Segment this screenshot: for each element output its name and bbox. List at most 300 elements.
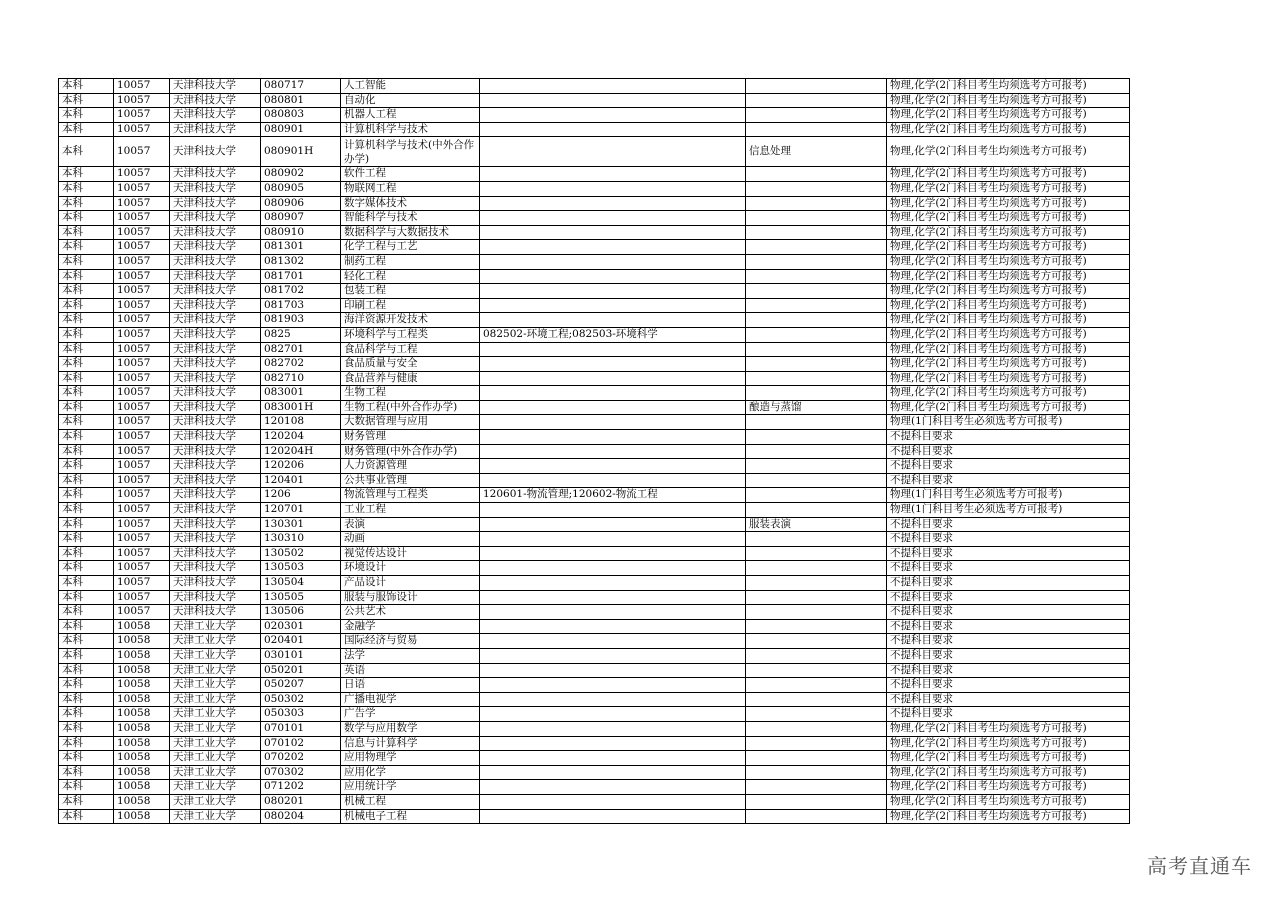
cell-major-code: 030101	[261, 648, 341, 663]
cell-subject-requirement: 物理,化学(2门科目考生均须选考方可报考)	[887, 79, 1130, 94]
cell-subject-requirement: 不提科目要求	[887, 444, 1130, 459]
cell-school-code: 10057	[114, 576, 170, 591]
cell-school-name: 天津科技大学	[170, 400, 261, 415]
cell-level: 本科	[59, 546, 114, 561]
cell-major-name: 英语	[341, 663, 480, 678]
cell-note	[746, 590, 887, 605]
cell-major-name: 人工智能	[341, 79, 480, 94]
table-row	[59, 357, 1130, 372]
cell-subject-requirement: 物理,化学(2门科目考生均须选考方可报考)	[887, 108, 1130, 123]
table-row	[59, 211, 1130, 226]
cell-subject-requirement: 物理,化学(2门科目考生均须选考方可报考)	[887, 167, 1130, 182]
table-row	[59, 707, 1130, 722]
cell-school-code: 10058	[114, 780, 170, 795]
cell-major-name: 大数据管理与应用	[341, 415, 480, 430]
table-row	[59, 93, 1130, 108]
cell-subject-requirement: 物理,化学(2门科目考生均须选考方可报考)	[887, 371, 1130, 386]
cell-major-code: 070101	[261, 721, 341, 736]
cell-included-majors	[480, 254, 746, 269]
cell-note	[746, 546, 887, 561]
cell-included-majors: 120601-物流管理;120602-物流工程	[480, 488, 746, 503]
cell-note	[746, 794, 887, 809]
cell-level: 本科	[59, 327, 114, 342]
cell-note	[746, 444, 887, 459]
cell-school-name: 天津科技大学	[170, 254, 261, 269]
table-row	[59, 327, 1130, 342]
cell-subject-requirement: 物理(1门科目考生必须选考方可报考)	[887, 415, 1130, 430]
cell-level: 本科	[59, 357, 114, 372]
cell-major-code: 081302	[261, 254, 341, 269]
table-row	[59, 503, 1130, 518]
cell-major-name: 公共事业管理	[341, 473, 480, 488]
cell-level: 本科	[59, 561, 114, 576]
cell-major-code: 080910	[261, 225, 341, 240]
cell-included-majors	[480, 736, 746, 751]
cell-school-code: 10057	[114, 93, 170, 108]
table-row	[59, 751, 1130, 766]
table-row	[59, 342, 1130, 357]
cell-major-name: 化学工程与工艺	[341, 240, 480, 255]
cell-note	[746, 167, 887, 182]
cell-level: 本科	[59, 415, 114, 430]
cell-subject-requirement: 不提科目要求	[887, 648, 1130, 663]
cell-included-majors	[480, 108, 746, 123]
cell-school-code: 10058	[114, 809, 170, 824]
cell-subject-requirement: 不提科目要求	[887, 546, 1130, 561]
cell-major-code: 071202	[261, 780, 341, 795]
cell-major-name: 智能科学与技术	[341, 211, 480, 226]
cell-included-majors	[480, 780, 746, 795]
cell-major-name: 工业工程	[341, 503, 480, 518]
cell-school-code: 10057	[114, 517, 170, 532]
cell-note	[746, 473, 887, 488]
cell-included-majors	[480, 225, 746, 240]
cell-note	[746, 663, 887, 678]
cell-school-name: 天津工业大学	[170, 707, 261, 722]
cell-major-code: 1206	[261, 488, 341, 503]
cell-school-code: 10057	[114, 327, 170, 342]
cell-school-name: 天津科技大学	[170, 79, 261, 94]
cell-subject-requirement: 不提科目要求	[887, 634, 1130, 649]
table-row	[59, 430, 1130, 445]
cell-subject-requirement: 物理,化学(2门科目考生均须选考方可报考)	[887, 240, 1130, 255]
cell-subject-requirement: 不提科目要求	[887, 517, 1130, 532]
admission-requirements-table	[58, 78, 1130, 824]
cell-level: 本科	[59, 444, 114, 459]
cell-school-name: 天津科技大学	[170, 327, 261, 342]
cell-major-code: 050303	[261, 707, 341, 722]
cell-major-code: 080204	[261, 809, 341, 824]
cell-included-majors	[480, 181, 746, 196]
cell-school-code: 10057	[114, 546, 170, 561]
cell-level: 本科	[59, 736, 114, 751]
cell-level: 本科	[59, 225, 114, 240]
cell-subject-requirement: 不提科目要求	[887, 663, 1130, 678]
cell-level: 本科	[59, 137, 114, 167]
cell-major-name: 软件工程	[341, 167, 480, 182]
cell-level: 本科	[59, 721, 114, 736]
cell-level: 本科	[59, 619, 114, 634]
cell-note	[746, 809, 887, 824]
cell-school-name: 天津科技大学	[170, 473, 261, 488]
cell-note	[746, 211, 887, 226]
cell-level: 本科	[59, 93, 114, 108]
cell-school-code: 10057	[114, 444, 170, 459]
cell-major-code: 120204H	[261, 444, 341, 459]
cell-major-code: 080717	[261, 79, 341, 94]
cell-included-majors	[480, 93, 746, 108]
cell-included-majors	[480, 167, 746, 182]
cell-note	[746, 254, 887, 269]
cell-note	[746, 386, 887, 401]
cell-included-majors	[480, 634, 746, 649]
cell-school-code: 10057	[114, 196, 170, 211]
cell-major-code: 080901	[261, 122, 341, 137]
cell-level: 本科	[59, 122, 114, 137]
cell-subject-requirement: 物理,化学(2门科目考生均须选考方可报考)	[887, 751, 1130, 766]
table-row	[59, 794, 1130, 809]
watermark-text: 高考直通车	[1147, 854, 1252, 878]
cell-note	[746, 634, 887, 649]
cell-school-name: 天津科技大学	[170, 342, 261, 357]
cell-included-majors	[480, 298, 746, 313]
cell-included-majors	[480, 751, 746, 766]
cell-school-code: 10058	[114, 692, 170, 707]
cell-included-majors	[480, 342, 746, 357]
cell-level: 本科	[59, 751, 114, 766]
cell-note	[746, 707, 887, 722]
cell-school-name: 天津工业大学	[170, 736, 261, 751]
cell-school-code: 10057	[114, 181, 170, 196]
cell-school-code: 10058	[114, 663, 170, 678]
cell-school-code: 10058	[114, 634, 170, 649]
cell-school-name: 天津科技大学	[170, 517, 261, 532]
cell-school-code: 10057	[114, 605, 170, 620]
cell-included-majors	[480, 532, 746, 547]
cell-level: 本科	[59, 459, 114, 474]
cell-major-name: 物联网工程	[341, 181, 480, 196]
table-row	[59, 415, 1130, 430]
cell-major-name: 日语	[341, 678, 480, 693]
cell-school-code: 10057	[114, 108, 170, 123]
cell-level: 本科	[59, 488, 114, 503]
table-row	[59, 444, 1130, 459]
cell-level: 本科	[59, 254, 114, 269]
cell-major-name: 视觉传达设计	[341, 546, 480, 561]
cell-level: 本科	[59, 605, 114, 620]
cell-subject-requirement: 物理,化学(2门科目考生均须选考方可报考)	[887, 181, 1130, 196]
cell-included-majors	[480, 648, 746, 663]
cell-level: 本科	[59, 707, 114, 722]
cell-school-name: 天津科技大学	[170, 430, 261, 445]
cell-note	[746, 93, 887, 108]
cell-school-code: 10057	[114, 386, 170, 401]
cell-level: 本科	[59, 400, 114, 415]
cell-school-name: 天津工业大学	[170, 663, 261, 678]
cell-school-name: 天津工业大学	[170, 765, 261, 780]
cell-school-name: 天津科技大学	[170, 181, 261, 196]
cell-included-majors	[480, 663, 746, 678]
cell-major-name: 公共艺术	[341, 605, 480, 620]
cell-major-name: 表演	[341, 517, 480, 532]
cell-school-name: 天津工业大学	[170, 692, 261, 707]
cell-included-majors	[480, 357, 746, 372]
cell-subject-requirement: 不提科目要求	[887, 532, 1130, 547]
cell-school-name: 天津科技大学	[170, 313, 261, 328]
table-row	[59, 269, 1130, 284]
cell-school-code: 10057	[114, 269, 170, 284]
table-row	[59, 517, 1130, 532]
cell-included-majors	[480, 517, 746, 532]
cell-note	[746, 648, 887, 663]
cell-school-code: 10057	[114, 357, 170, 372]
cell-school-name: 天津科技大学	[170, 284, 261, 299]
table-row	[59, 108, 1130, 123]
cell-school-code: 10057	[114, 532, 170, 547]
cell-subject-requirement: 不提科目要求	[887, 561, 1130, 576]
cell-school-name: 天津科技大学	[170, 371, 261, 386]
cell-included-majors	[480, 794, 746, 809]
cell-level: 本科	[59, 298, 114, 313]
cell-note	[746, 240, 887, 255]
cell-note	[746, 415, 887, 430]
cell-major-code: 130301	[261, 517, 341, 532]
cell-school-code: 10058	[114, 794, 170, 809]
cell-school-code: 10057	[114, 503, 170, 518]
cell-included-majors	[480, 371, 746, 386]
cell-major-name: 机械工程	[341, 794, 480, 809]
cell-major-code: 083001H	[261, 400, 341, 415]
cell-note	[746, 122, 887, 137]
cell-note	[746, 561, 887, 576]
cell-subject-requirement: 物理,化学(2门科目考生均须选考方可报考)	[887, 780, 1130, 795]
table-row	[59, 576, 1130, 591]
cell-note	[746, 298, 887, 313]
cell-included-majors	[480, 605, 746, 620]
cell-note	[746, 196, 887, 211]
cell-major-name: 数学与应用数学	[341, 721, 480, 736]
cell-school-code: 10057	[114, 122, 170, 137]
cell-school-name: 天津科技大学	[170, 605, 261, 620]
cell-school-code: 10058	[114, 721, 170, 736]
table-row	[59, 254, 1130, 269]
cell-school-name: 天津科技大学	[170, 503, 261, 518]
cell-major-code: 081703	[261, 298, 341, 313]
cell-included-majors	[480, 590, 746, 605]
cell-school-name: 天津科技大学	[170, 415, 261, 430]
cell-major-code: 081701	[261, 269, 341, 284]
cell-major-code: 130504	[261, 576, 341, 591]
table-row	[59, 634, 1130, 649]
cell-school-name: 天津科技大学	[170, 459, 261, 474]
cell-subject-requirement: 物理,化学(2门科目考生均须选考方可报考)	[887, 269, 1130, 284]
cell-school-name: 天津工业大学	[170, 634, 261, 649]
cell-major-code: 0825	[261, 327, 341, 342]
cell-school-name: 天津工业大学	[170, 780, 261, 795]
table-row	[59, 371, 1130, 386]
cell-school-name: 天津科技大学	[170, 211, 261, 226]
cell-school-code: 10057	[114, 473, 170, 488]
cell-school-code: 10057	[114, 371, 170, 386]
cell-note	[746, 269, 887, 284]
cell-included-majors	[480, 473, 746, 488]
table-row	[59, 648, 1130, 663]
cell-school-name: 天津科技大学	[170, 386, 261, 401]
cell-major-name: 海洋资源开发技术	[341, 313, 480, 328]
table-row	[59, 298, 1130, 313]
cell-level: 本科	[59, 108, 114, 123]
cell-included-majors	[480, 444, 746, 459]
cell-school-name: 天津科技大学	[170, 488, 261, 503]
cell-note	[746, 692, 887, 707]
cell-included-majors	[480, 415, 746, 430]
cell-school-code: 10057	[114, 225, 170, 240]
cell-level: 本科	[59, 532, 114, 547]
cell-level: 本科	[59, 780, 114, 795]
cell-note	[746, 576, 887, 591]
cell-school-name: 天津工业大学	[170, 678, 261, 693]
cell-level: 本科	[59, 240, 114, 255]
cell-school-code: 10057	[114, 79, 170, 94]
cell-school-name: 天津科技大学	[170, 546, 261, 561]
cell-major-name: 应用物理学	[341, 751, 480, 766]
cell-included-majors	[480, 765, 746, 780]
cell-school-code: 10058	[114, 678, 170, 693]
cell-included-majors	[480, 692, 746, 707]
table-row	[59, 532, 1130, 547]
cell-note	[746, 459, 887, 474]
cell-school-name: 天津科技大学	[170, 576, 261, 591]
cell-level: 本科	[59, 430, 114, 445]
cell-major-code: 120401	[261, 473, 341, 488]
cell-major-name: 制药工程	[341, 254, 480, 269]
cell-included-majors	[480, 561, 746, 576]
cell-major-name: 物流管理与工程类	[341, 488, 480, 503]
cell-note	[746, 327, 887, 342]
cell-major-name: 人力资源管理	[341, 459, 480, 474]
table-row	[59, 692, 1130, 707]
cell-major-code: 082702	[261, 357, 341, 372]
cell-school-code: 10057	[114, 400, 170, 415]
cell-note	[746, 488, 887, 503]
cell-note	[746, 736, 887, 751]
cell-major-name: 财务管理(中外合作办学)	[341, 444, 480, 459]
cell-subject-requirement: 不提科目要求	[887, 707, 1130, 722]
cell-major-name: 产品设计	[341, 576, 480, 591]
table-row	[59, 488, 1130, 503]
cell-level: 本科	[59, 576, 114, 591]
cell-level: 本科	[59, 211, 114, 226]
cell-major-code: 081903	[261, 313, 341, 328]
cell-included-majors	[480, 707, 746, 722]
cell-subject-requirement: 不提科目要求	[887, 619, 1130, 634]
cell-school-name: 天津工业大学	[170, 794, 261, 809]
cell-level: 本科	[59, 181, 114, 196]
cell-school-name: 天津科技大学	[170, 561, 261, 576]
cell-major-name: 机器人工程	[341, 108, 480, 123]
cell-note	[746, 108, 887, 123]
cell-level: 本科	[59, 342, 114, 357]
table-row	[59, 590, 1130, 605]
cell-major-name: 食品质量与安全	[341, 357, 480, 372]
cell-subject-requirement: 物理,化学(2门科目考生均须选考方可报考)	[887, 357, 1130, 372]
cell-major-name: 轻化工程	[341, 269, 480, 284]
cell-school-code: 10058	[114, 751, 170, 766]
table-row	[59, 765, 1130, 780]
cell-included-majors	[480, 137, 746, 167]
cell-level: 本科	[59, 473, 114, 488]
cell-note	[746, 780, 887, 795]
cell-school-name: 天津科技大学	[170, 269, 261, 284]
cell-school-code: 10058	[114, 707, 170, 722]
cell-subject-requirement: 物理,化学(2门科目考生均须选考方可报考)	[887, 211, 1130, 226]
cell-school-name: 天津科技大学	[170, 444, 261, 459]
cell-major-code: 120701	[261, 503, 341, 518]
cell-note	[746, 605, 887, 620]
cell-major-code: 081301	[261, 240, 341, 255]
table-row	[59, 736, 1130, 751]
cell-subject-requirement: 物理,化学(2门科目考生均须选考方可报考)	[887, 386, 1130, 401]
cell-note	[746, 721, 887, 736]
cell-included-majors	[480, 284, 746, 299]
cell-major-name: 环境科学与工程类	[341, 327, 480, 342]
cell-major-name: 包装工程	[341, 284, 480, 299]
cell-major-name: 生物工程	[341, 386, 480, 401]
cell-note	[746, 225, 887, 240]
cell-included-majors	[480, 386, 746, 401]
cell-major-name: 信息与计算科学	[341, 736, 480, 751]
cell-included-majors	[480, 576, 746, 591]
table-row	[59, 561, 1130, 576]
table-row	[59, 225, 1130, 240]
table-row	[59, 809, 1130, 824]
cell-included-majors	[480, 240, 746, 255]
cell-school-code: 10058	[114, 765, 170, 780]
cell-note	[746, 678, 887, 693]
cell-included-majors	[480, 122, 746, 137]
cell-major-code: 130506	[261, 605, 341, 620]
cell-school-code: 10057	[114, 430, 170, 445]
cell-level: 本科	[59, 386, 114, 401]
cell-subject-requirement: 物理,化学(2门科目考生均须选考方可报考)	[887, 327, 1130, 342]
cell-note	[746, 619, 887, 634]
cell-major-code: 080906	[261, 196, 341, 211]
cell-major-name: 应用化学	[341, 765, 480, 780]
table-row	[59, 313, 1130, 328]
cell-note	[746, 342, 887, 357]
cell-school-name: 天津科技大学	[170, 298, 261, 313]
table-row	[59, 546, 1130, 561]
cell-subject-requirement: 物理,化学(2门科目考生均须选考方可报考)	[887, 313, 1130, 328]
table-row	[59, 284, 1130, 299]
cell-major-code: 130310	[261, 532, 341, 547]
cell-school-code: 10057	[114, 298, 170, 313]
cell-school-code: 10057	[114, 313, 170, 328]
cell-major-name: 服装与服饰设计	[341, 590, 480, 605]
cell-level: 本科	[59, 678, 114, 693]
cell-school-name: 天津科技大学	[170, 196, 261, 211]
table-row	[59, 473, 1130, 488]
cell-note: 信息处理	[746, 137, 887, 167]
cell-included-majors	[480, 196, 746, 211]
cell-subject-requirement: 不提科目要求	[887, 590, 1130, 605]
cell-level: 本科	[59, 196, 114, 211]
cell-included-majors	[480, 459, 746, 474]
cell-subject-requirement: 物理(1门科目考生必须选考方可报考)	[887, 503, 1130, 518]
cell-note	[746, 532, 887, 547]
cell-subject-requirement: 物理,化学(2门科目考生均须选考方可报考)	[887, 765, 1130, 780]
cell-school-name: 天津科技大学	[170, 532, 261, 547]
